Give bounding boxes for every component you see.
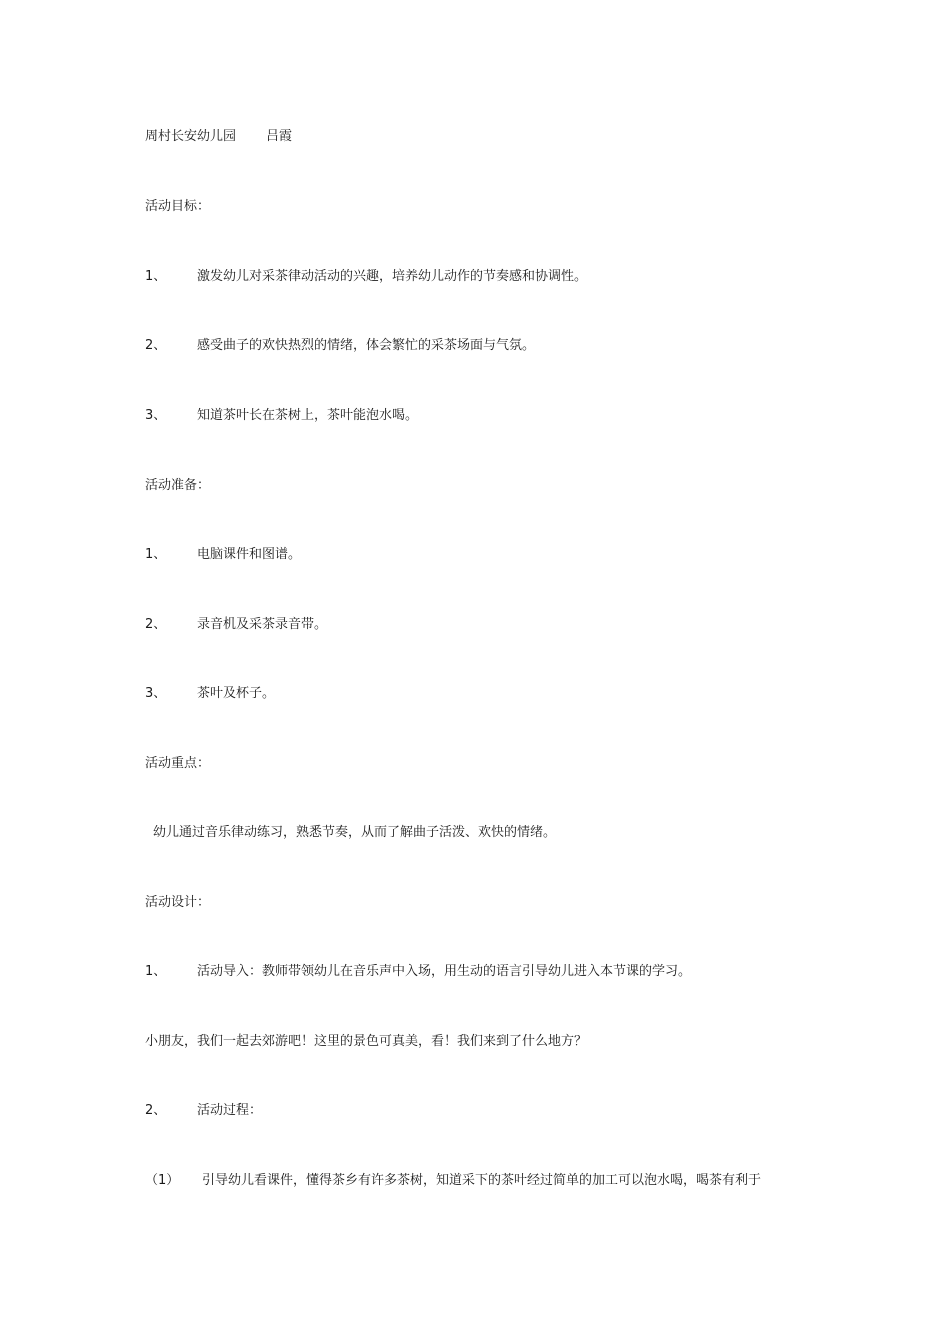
step-number: 2、 (145, 1103, 167, 1118)
substep-text: 引导幼儿看课件，懂得茶乡有许多茶树，知道采下的茶叶经过简单的加工可以泡水喝，喝茶有利于 (202, 1173, 762, 1188)
prep-text: 电脑课件和图谱。 (197, 547, 302, 562)
prep-item (145, 685, 275, 703)
goal-number: 1、 (145, 269, 167, 284)
goal-text: 感受曲子的欢快热烈的情绪，体会繁忙的采茶场面与气氛。 (197, 338, 536, 353)
prep-item (145, 616, 327, 634)
step-text: 活动过程： (197, 1103, 263, 1118)
prep-number: 3、 (145, 686, 167, 701)
school-name: 周村长安幼儿园 (145, 129, 237, 144)
design-step (145, 1102, 262, 1120)
focus-heading: 活动重点： (145, 756, 211, 771)
header-line (145, 128, 292, 146)
goal-item (145, 337, 535, 355)
goal-number: 2、 (145, 338, 167, 353)
goal-number: 3、 (145, 408, 167, 423)
prep-text: 茶叶及杯子。 (197, 686, 276, 701)
prep-number: 2、 (145, 617, 167, 632)
prep-number: 1、 (145, 547, 167, 562)
substep-number: （1） (145, 1173, 180, 1188)
goals-heading: 活动目标： (145, 199, 211, 214)
step-number: 1、 (145, 964, 167, 979)
design-step (145, 963, 691, 981)
prep-heading: 活动准备： (145, 478, 211, 493)
design-heading: 活动设计： (145, 895, 211, 910)
focus-text: 幼儿通过音乐律动练习，熟悉节奏，从而了解曲子活泼、欢快的情绪。 (153, 825, 557, 840)
goal-item (145, 407, 418, 425)
step-text: 活动导入：教师带领幼儿在音乐声中入场，用生动的语言引导幼儿进入本节课的学习。 (197, 964, 692, 979)
dialogue-text: 小朋友，我们一起去郊游吧！这里的景色可真美，看！我们来到了什么地方？ (145, 1034, 588, 1049)
design-substep (145, 1172, 761, 1190)
goal-text: 激发幼儿对采茶律动活动的兴趣，培养幼儿动作的节奏感和协调性。 (197, 269, 588, 284)
prep-item (145, 546, 301, 564)
prep-text: 录音机及采茶录音带。 (197, 617, 328, 632)
author-name: 吕霞 (266, 129, 293, 144)
goal-item (145, 268, 587, 286)
goal-text: 知道茶叶长在茶树上，茶叶能泡水喝。 (197, 408, 419, 423)
